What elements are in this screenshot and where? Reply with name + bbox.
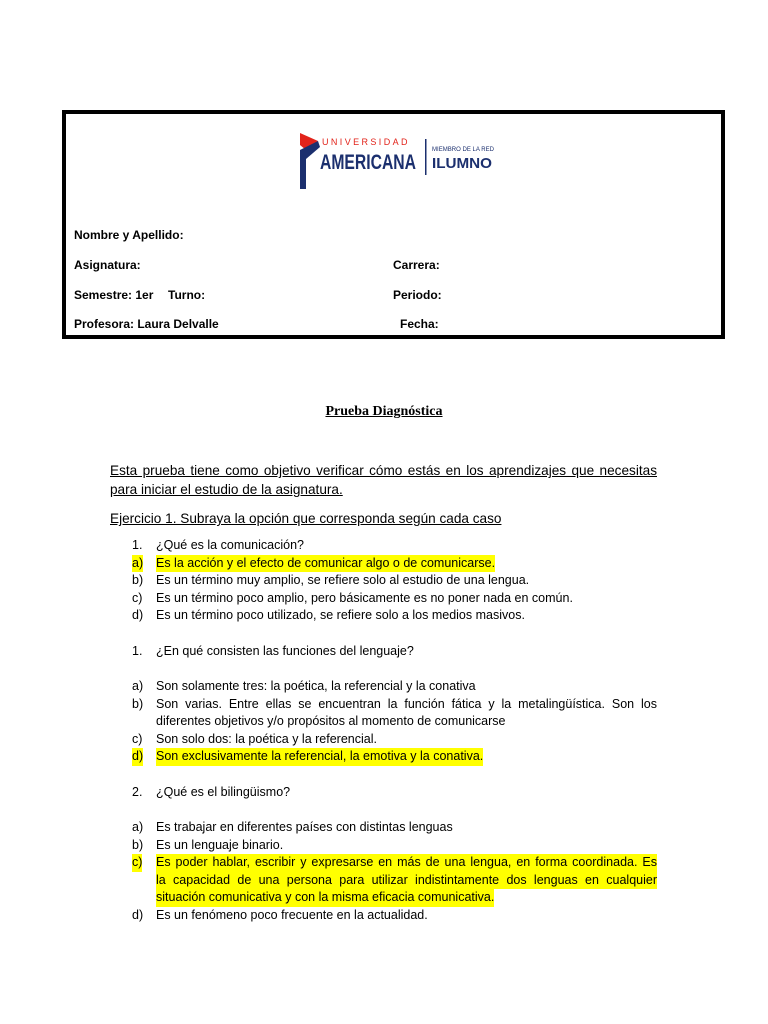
field-periodo: Periodo: bbox=[393, 288, 442, 302]
field-semestre: Semestre: 1er bbox=[74, 288, 154, 302]
universidad-americana-ilumno-logo bbox=[300, 133, 496, 189]
option-letter: d) bbox=[132, 608, 144, 622]
option-letter: b) bbox=[132, 837, 144, 852]
logo-university-top: UNIVERSIDAD bbox=[322, 137, 410, 147]
logo-divider bbox=[425, 139, 427, 175]
option-text: Es un lenguaje binario. bbox=[156, 837, 284, 852]
question-number: 1. bbox=[132, 644, 143, 658]
option-text: Son varias. Entre ellas se encuentran la función fática y la metalingüística. Son los bbox=[156, 696, 657, 711]
option-letter: a) bbox=[132, 555, 143, 573]
option-text: Es trabajar en diferentes países con distintas lenguas bbox=[156, 820, 453, 834]
option-text: Es un término poco amplio, pero básicamente es no poner nada en común. bbox=[156, 590, 573, 605]
field-nombre: Nombre y Apellido: bbox=[74, 228, 184, 242]
question-text: ¿Qué es el bilingüismo? bbox=[156, 785, 291, 799]
field-carrera: Carrera: bbox=[393, 258, 440, 272]
option-text: Son exclusivamente la referencial, la emotiva y la conativa. bbox=[156, 748, 483, 766]
option-text: situación comunicativa y con la misma eficacia comunicativa. bbox=[156, 889, 494, 907]
option-letter: c) bbox=[132, 854, 142, 872]
logo-member-text: MIEMBRO DE LA RED bbox=[432, 147, 495, 153]
option-letter: c) bbox=[132, 731, 143, 746]
option-text: Es un término poco utilizado, se refiere solo a los medios masivos. bbox=[156, 608, 525, 622]
field-turno: Turno: bbox=[168, 288, 206, 302]
option-text: la capacidad de una persona para utilizar indistintamente dos lenguas en cualquier bbox=[156, 872, 657, 890]
option-text: Son solo dos: la poética y la referencial. bbox=[156, 731, 377, 746]
field-fecha: Fecha: bbox=[400, 317, 439, 331]
question-number: 2. bbox=[132, 785, 143, 799]
field-profesora: Profesora: Laura Delvalle bbox=[74, 317, 219, 331]
option-letter: a) bbox=[132, 820, 144, 834]
logo-mark-blue bbox=[300, 141, 320, 189]
question-text: ¿Qué es la comunicación? bbox=[156, 538, 304, 552]
option-letter: a) bbox=[132, 679, 144, 693]
option-letter: d) bbox=[132, 907, 144, 922]
option-letter: b) bbox=[132, 696, 144, 711]
document-title: Prueba Diagnóstica bbox=[325, 404, 443, 419]
option-text: diferentes objetivos y/o propósitos al momento de comunicarse bbox=[156, 714, 506, 728]
logo-university-name: AMERICANA bbox=[320, 151, 416, 174]
option-letter: b) bbox=[132, 573, 144, 587]
option-letter: d) bbox=[132, 748, 143, 766]
exercise-title: Ejercicio 1. Subraya la opción que corresponda según cada caso bbox=[110, 511, 502, 526]
option-text: Son solamente tres: la poética, la referencial y la conativa bbox=[156, 679, 476, 693]
option-letter: c) bbox=[132, 590, 143, 605]
option-text: Es poder hablar, escribir y expresarse en más de una lengua, en forma coordinada. Es bbox=[156, 854, 657, 872]
logo-network-name: ILUMNO bbox=[432, 155, 493, 172]
field-asignatura: Asignatura: bbox=[74, 258, 141, 272]
intro-paragraph: Esta prueba tiene como objetivo verificar cómo estás en los aprendizajes que necesitas para iniciar el estudio de la asignatura. bbox=[110, 463, 657, 497]
question-text: ¿En qué consisten las funciones del lenguaje? bbox=[156, 644, 414, 658]
option-text: Es un fenómeno poco frecuente en la actualidad. bbox=[156, 907, 428, 922]
header-box bbox=[62, 110, 725, 339]
option-text: Es un término muy amplio, se refiere solo al estudio de una lengua. bbox=[156, 573, 530, 587]
question-number: 1. bbox=[132, 538, 143, 552]
option-text: Es la acción y el efecto de comunicar algo o de comunicarse. bbox=[156, 555, 495, 573]
